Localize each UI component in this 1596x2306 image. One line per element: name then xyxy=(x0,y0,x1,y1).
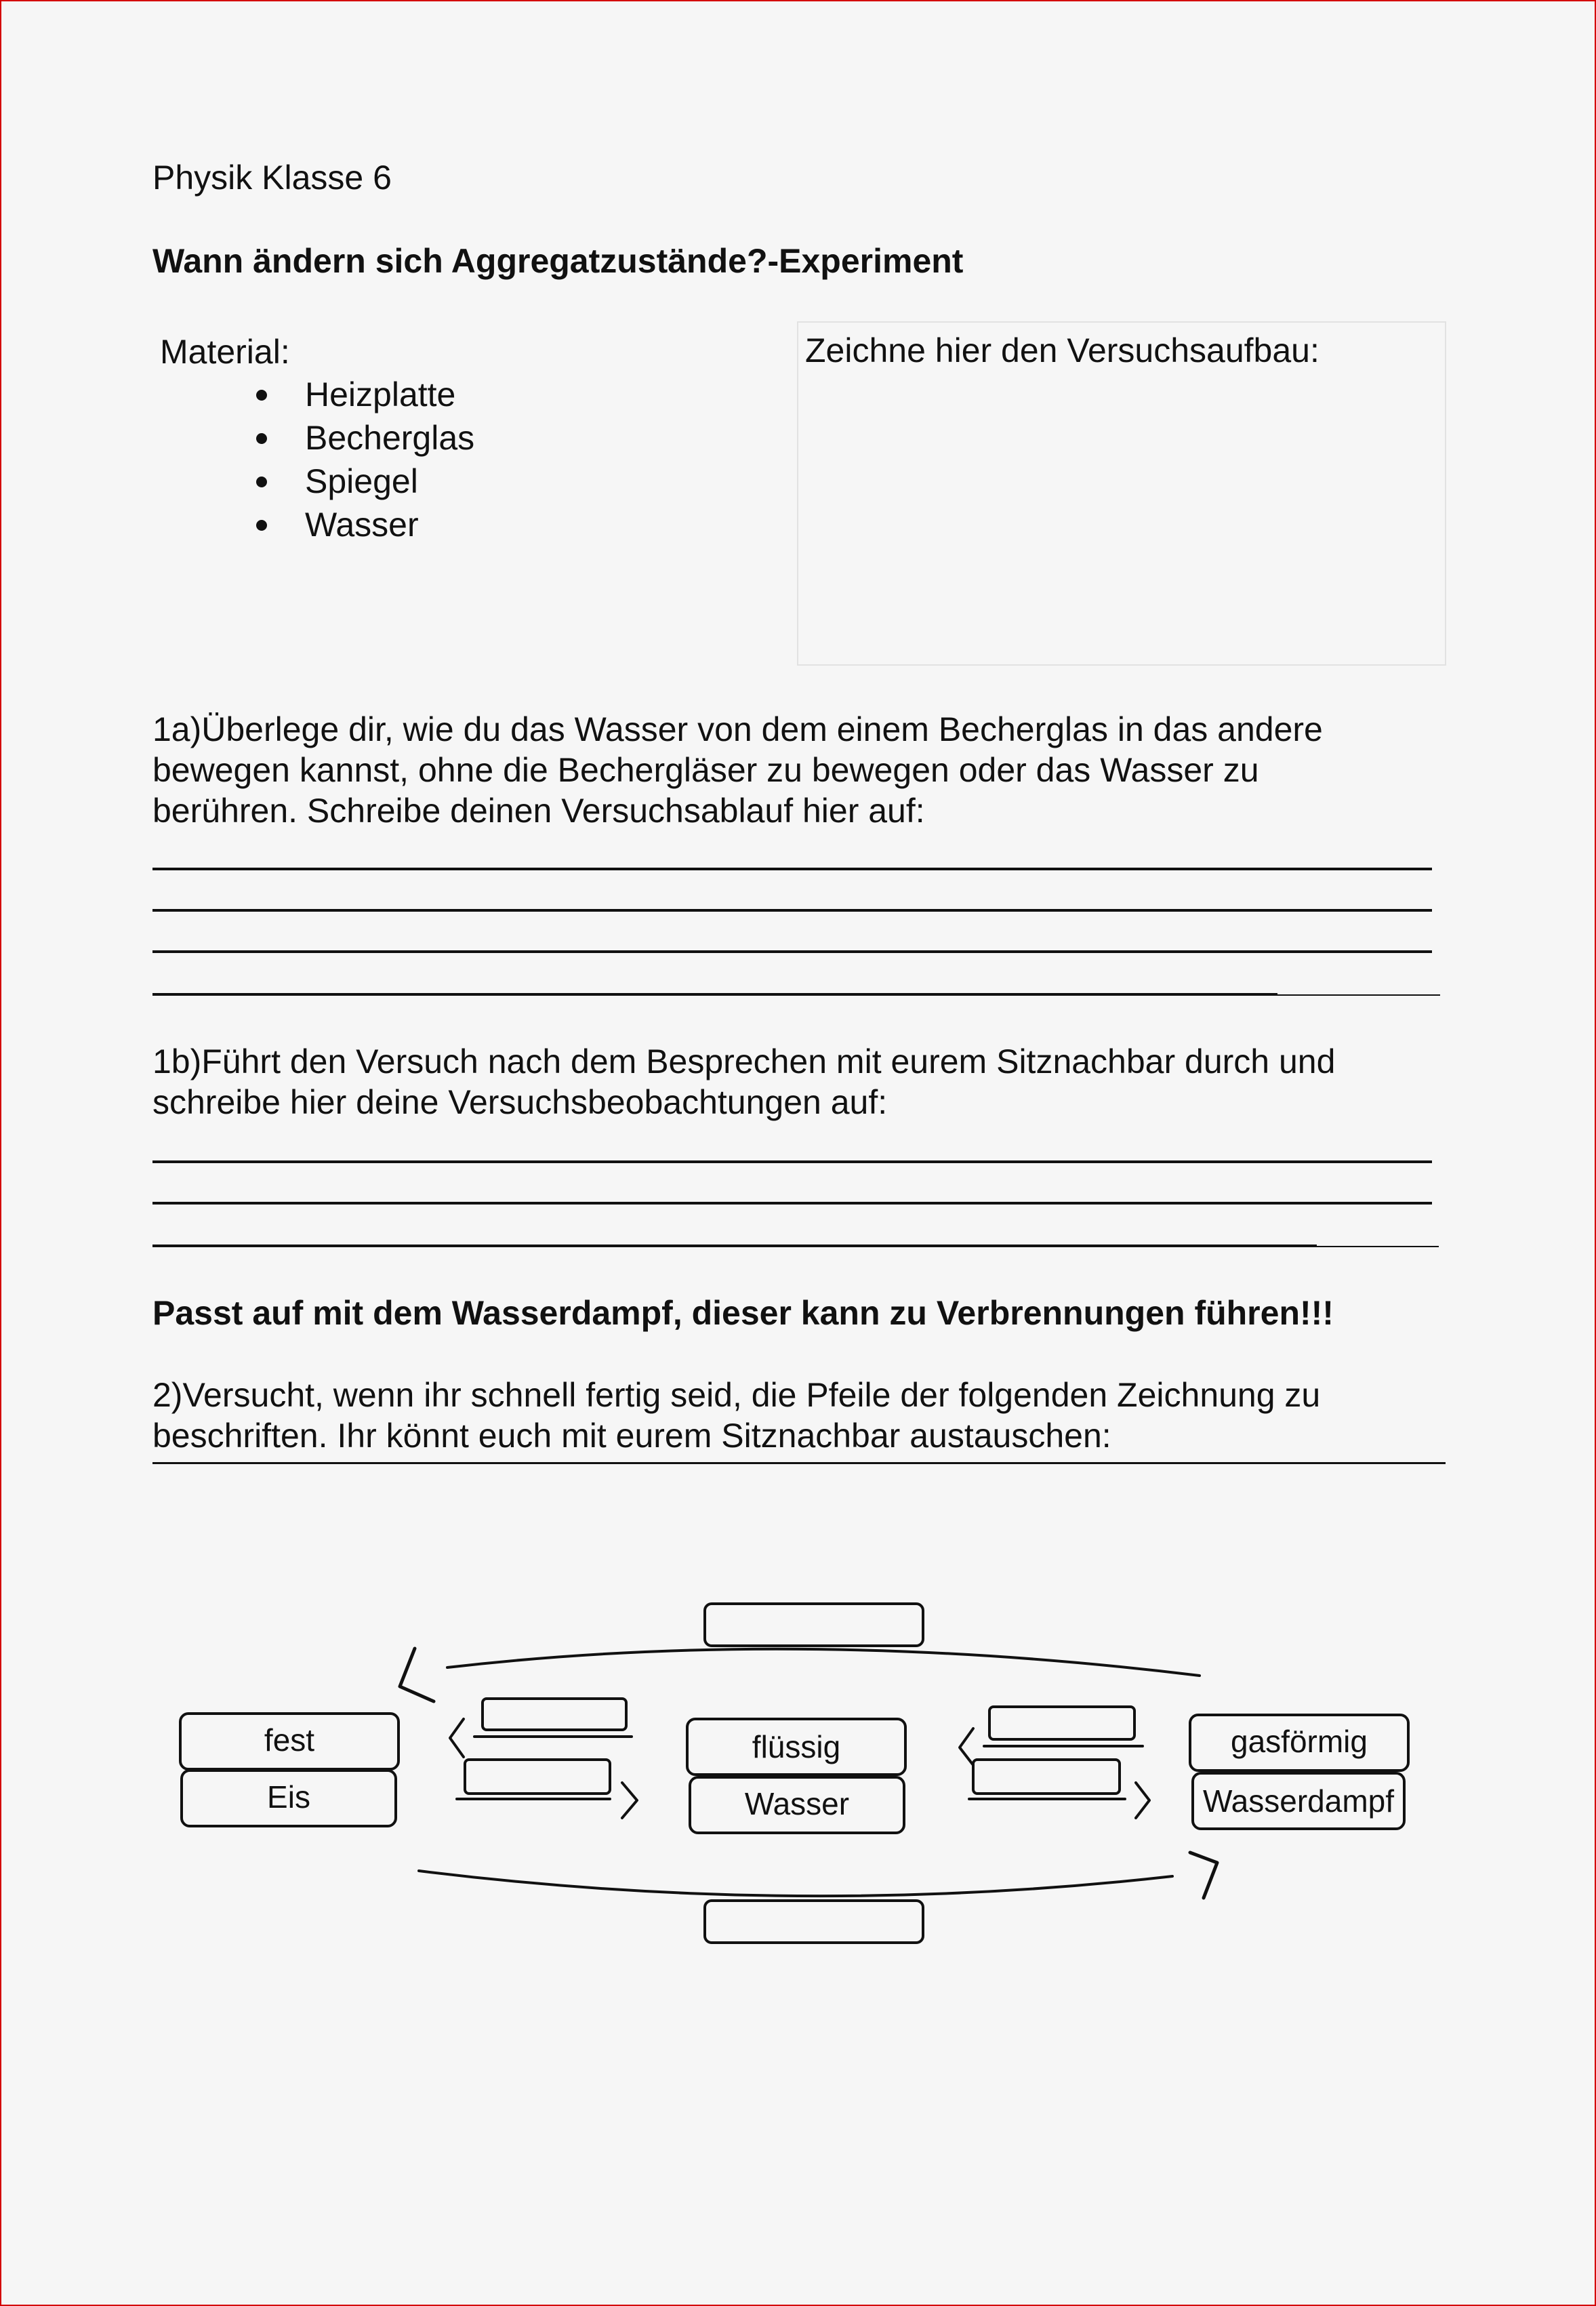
task-1b-line-1: 1b)Führt den Versuch nach dem Besprechen mit eurem Sitznachbar durch und xyxy=(152,1043,1336,1080)
arrow-gas-to-solid xyxy=(447,1649,1200,1676)
blank-label-box xyxy=(705,1901,923,1943)
example-label-solid: Eis xyxy=(267,1779,310,1815)
blank-label-box xyxy=(705,1604,923,1646)
task-1a-line-1: 1a)Überlege dir, wie du das Wasser von dem einem Becherglas in das andere xyxy=(152,710,1323,748)
task-1a-line-2: bewegen kannst, ohne die Bechergläser zu bewegen oder das Wasser zu xyxy=(152,751,1259,789)
state-label-gas: gasförmig xyxy=(1231,1724,1368,1759)
material-label: Material: xyxy=(160,333,290,371)
arrowhead-left-icon xyxy=(450,1719,464,1757)
blank-label-box xyxy=(973,1760,1120,1794)
task-1b-line-2: schreibe hier deine Versuchsbeobachtungen auf: xyxy=(152,1083,888,1121)
arrow-solid-to-gas xyxy=(419,1871,1172,1896)
worksheet-title: Wann ändern sich Aggregatzustände?-Experiment xyxy=(152,242,964,280)
drawing-area-caption: Zeichne hier den Versuchsaufbau: xyxy=(805,331,1319,369)
arrowhead-left-icon xyxy=(960,1728,973,1765)
state-label-liquid: flüssig xyxy=(752,1729,841,1764)
arrowhead-right-icon xyxy=(1190,1853,1217,1898)
arrowhead-left-icon xyxy=(400,1648,434,1701)
subject-line: Physik Klasse 6 xyxy=(152,159,392,197)
blank-label-box xyxy=(465,1760,610,1794)
blank-label-box xyxy=(989,1707,1134,1739)
example-label-gas: Wasserdampf xyxy=(1202,1783,1395,1819)
task-2-line-2: beschriften. Ihr könnt euch mit eurem Sitznachbar austauschen: xyxy=(152,1417,1111,1455)
arrowhead-right-icon xyxy=(622,1783,637,1818)
arrowhead-right-icon xyxy=(1136,1783,1149,1818)
example-label-liquid: Wasser xyxy=(744,1786,850,1821)
blank-label-box xyxy=(483,1699,626,1730)
task-1a-line-3: berühren. Schreibe deinen Versuchsablauf hier auf: xyxy=(152,792,925,830)
safety-warning: Passt auf mit dem Wasserdampf, dieser kann zu Verbrennungen führen!!! xyxy=(152,1294,1334,1332)
state-label-solid: fest xyxy=(264,1722,315,1758)
task-2-line-1: 2)Versucht, wenn ihr schnell fertig seid, die Pfeile der folgenden Zeichnung zu xyxy=(152,1376,1321,1414)
